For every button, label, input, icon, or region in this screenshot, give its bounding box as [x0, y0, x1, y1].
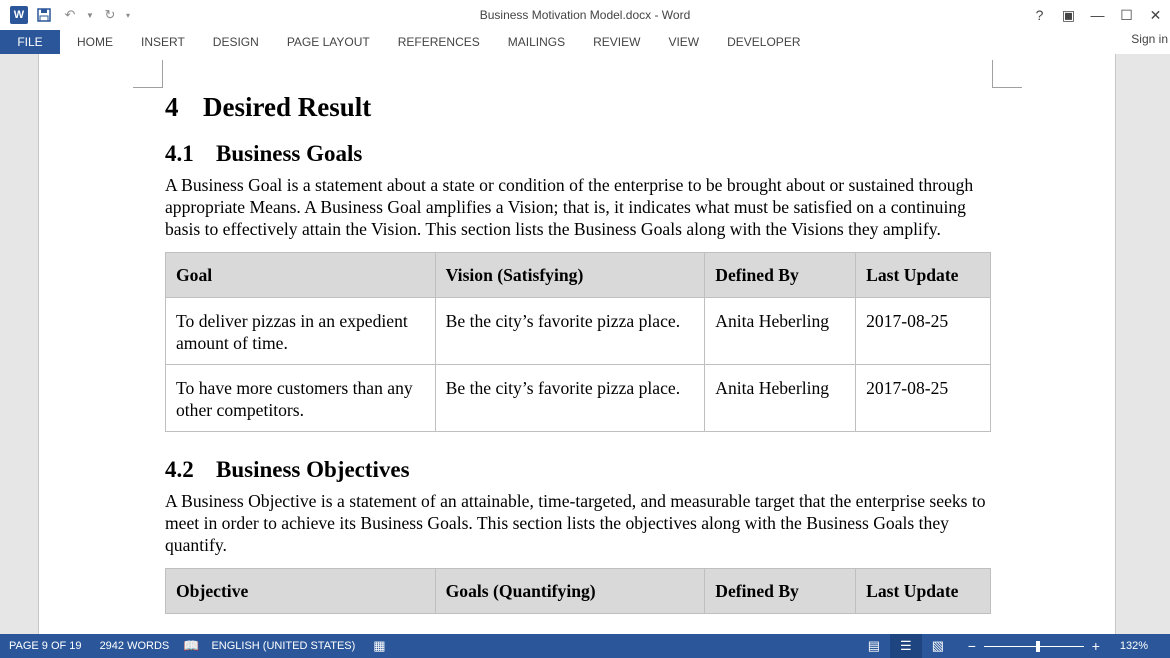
heading-business-goals: 4.1 Business Goals [165, 141, 363, 166]
table-cell: To deliver pizzas in an expedient amount of time. [166, 298, 436, 365]
view-and-zoom [858, 634, 1170, 658]
undo-dropdown-icon[interactable]: ▼ [86, 10, 94, 20]
tab-mailings[interactable]: MAILINGS [507, 35, 566, 49]
document-area[interactable] [0, 54, 1170, 634]
tab-references[interactable]: REFERENCES [397, 35, 480, 49]
title-bar [0, 0, 1170, 30]
word-icon[interactable]: W [10, 6, 28, 24]
proofing-icon[interactable]: 📖 [183, 638, 200, 653]
read-mode-icon[interactable]: ▤ [867, 638, 880, 653]
zoom-track[interactable] [984, 646, 1084, 647]
business-goals-paragraph: A Business Goal is a statement about a state or condition of the enterprise to be brought about or sustained through appropriate Means. A Business Goal amplifies a Vision; that is, it indicates what must be satisfied on a continuing basis to effectively attain the Vision. This section lists the Business Goals along with the Visions they amplify. [165, 175, 974, 239]
zoom-in-icon[interactable]: + [1091, 638, 1100, 654]
zoom-thumb[interactable] [1036, 641, 1040, 652]
tab-file[interactable]: FILE [0, 30, 60, 54]
tab-developer[interactable]: DEVELOPER [727, 35, 801, 49]
table-cell: 2017-08-25 [856, 365, 991, 432]
ribbon-tabs [0, 30, 1170, 54]
table-header: Last Update [856, 253, 991, 298]
crop-mark [992, 60, 1022, 88]
customize-toolbar-icon[interactable]: ▾ [126, 10, 131, 20]
word-count[interactable]: 2942 WORDS [99, 640, 170, 652]
table-header: Goal [166, 253, 436, 298]
business-objectives-table [165, 568, 991, 614]
table-cell: Be the city’s favorite pizza place. [435, 298, 705, 365]
web-layout-icon[interactable]: ▧ [931, 638, 944, 653]
table-header: Defined By [705, 253, 856, 298]
table-header: Last Update [856, 569, 991, 614]
minimize-icon[interactable]: — [1090, 7, 1105, 23]
heading-1: 4 Desired Result [165, 92, 372, 122]
document-content[interactable] [165, 88, 991, 614]
business-goals-table [165, 252, 991, 432]
undo-icon[interactable]: ↶ [64, 7, 76, 22]
tab-review[interactable]: REVIEW [593, 35, 641, 49]
close-icon[interactable]: ✕ [1149, 6, 1162, 23]
redo-icon[interactable]: ↻ [104, 7, 116, 22]
business-objectives-paragraph: A Business Objective is a statement of an attainable, time-targeted, and measurable target that the enterprise seeks to meet in order to achieve its Business Goals. This section lists the objectives along with the Business Goals they quantify. [165, 491, 986, 555]
heading-business-objectives: 4.2 Business Objectives [165, 457, 410, 482]
table-header: Defined By [705, 569, 856, 614]
table-header-row [166, 569, 991, 614]
tab-view[interactable]: VIEW [668, 35, 700, 49]
table-cell: Anita Heberling [705, 365, 856, 432]
sign-in-link[interactable]: Sign in [1131, 32, 1168, 46]
window-title: Business Motivation Model.docx - Word [479, 8, 691, 22]
table-cell: 2017-08-25 [856, 298, 991, 365]
language-status[interactable]: ENGLISH (UNITED STATES) [211, 640, 356, 652]
table-row [166, 365, 991, 432]
table-cell: Anita Heberling [705, 298, 856, 365]
table-cell: To have more customers than any other competitors. [166, 365, 436, 432]
tab-insert[interactable]: INSERT [141, 35, 185, 49]
document-page[interactable] [38, 54, 1116, 634]
zoom-level[interactable]: 132% [1119, 640, 1148, 652]
table-header: Objective [166, 569, 436, 614]
table-header: Goals (Quantifying) [435, 569, 705, 614]
table-header: Vision (Satisfying) [435, 253, 705, 298]
ribbon-display-options-icon[interactable]: ▣ [1061, 6, 1076, 23]
table-cell: Be the city’s favorite pizza place. [435, 365, 705, 432]
status-bar [0, 634, 1170, 658]
maximize-icon[interactable]: ☐ [1120, 6, 1133, 23]
help-icon[interactable]: ? [1035, 7, 1044, 23]
window-controls [1025, 0, 1170, 30]
tab-design[interactable]: DESIGN [212, 35, 259, 49]
print-layout-icon[interactable]: ☰ [890, 634, 922, 658]
tab-page-layout[interactable]: PAGE LAYOUT [286, 35, 370, 49]
tab-home[interactable]: HOME [77, 35, 113, 49]
table-header-row [166, 253, 991, 298]
zoom-out-icon[interactable]: − [967, 638, 976, 654]
table-row [166, 298, 991, 365]
macro-recording-icon[interactable]: ▦ [373, 638, 386, 653]
crop-mark [133, 60, 163, 88]
page-count[interactable]: PAGE 9 OF 19 [9, 640, 82, 652]
zoom-slider[interactable] [964, 638, 1104, 654]
